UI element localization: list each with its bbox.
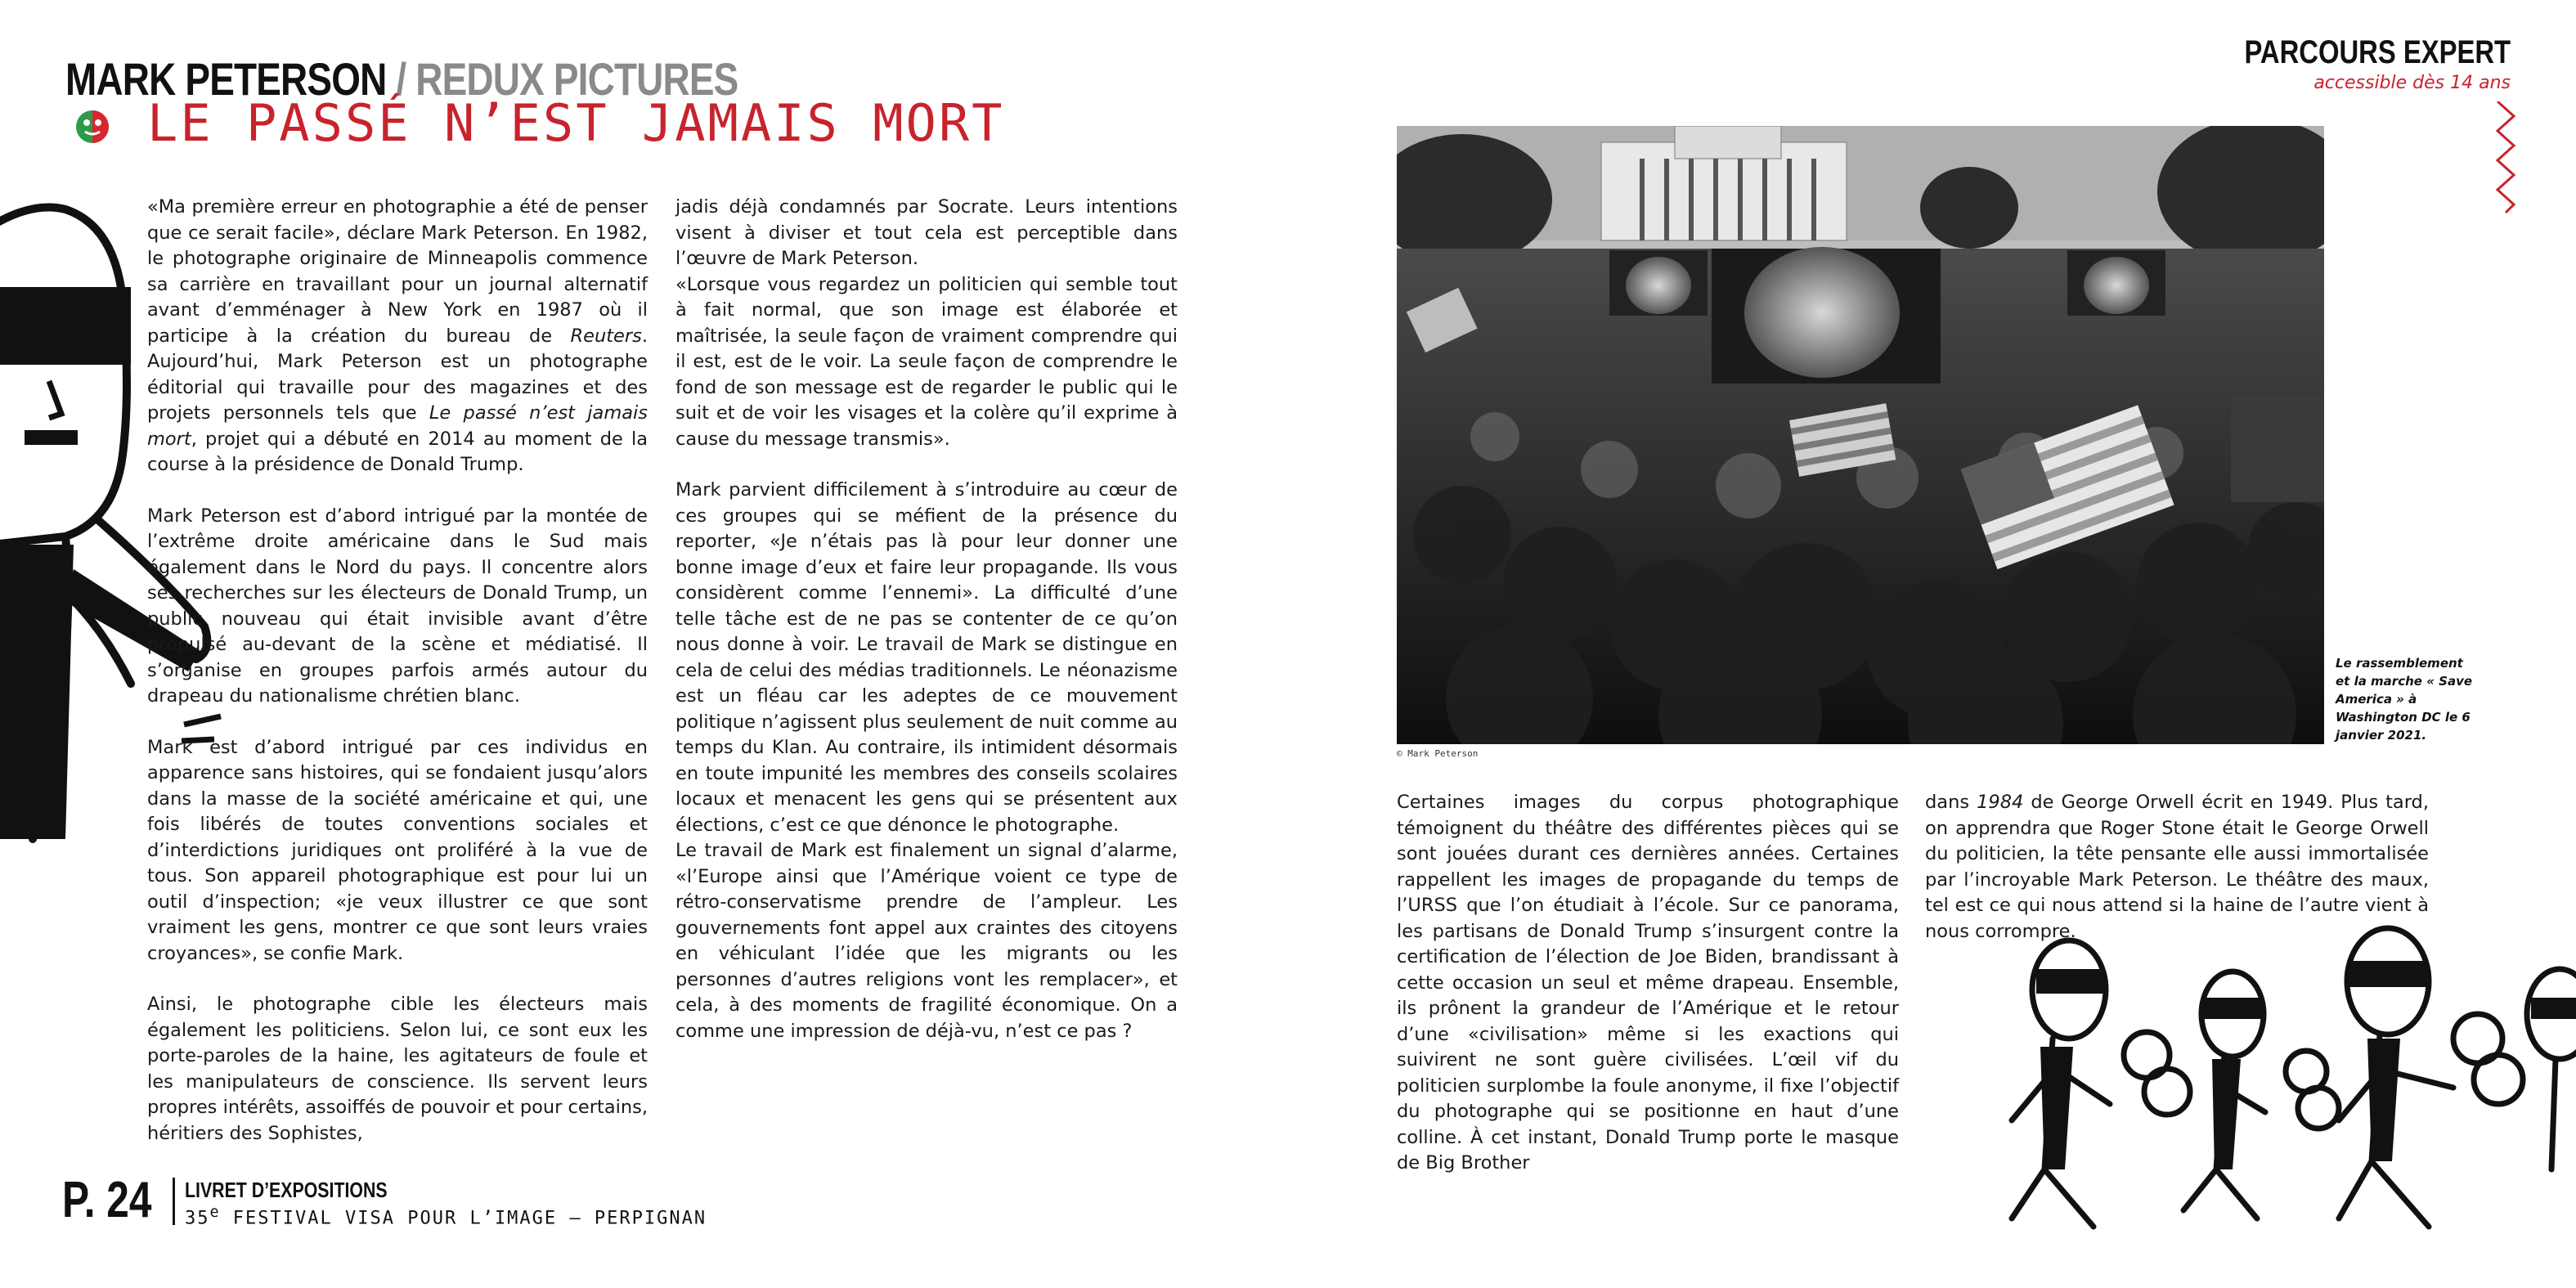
paragraph: jadis déjà condamnés par Socrate. Leurs intentions visent à diviser et tout cela est perceptible dans l’œuvre de Mark Peterson. bbox=[675, 196, 1178, 269]
paragraph: Certaines images du corpus photographique témoignent du théâtre des différentes pièces qui se sont jouées durant ces dernières années. Certaines rappellent les images de propagande du temps de l’URSS que l’on étudiait à l’école. Sur ce panorama, les partisans de Donald Trump s’insurgent contre la certification de l’élection de Joe Biden, brandissant à cette occasion un seul et même drapeau. Ensemble, ils prônent la grandeur de l’Amérique et le retour d’une «civilisation» même si les exactions qui suivirent ne sont guère civilisées. L’œil vif du politicien surplombe la foule anonyme, il fixe l’objectif du photographe qui se positionne en haut d’une colline. À cet instant, Donald Trump porte le masque de Big Brother bbox=[1397, 792, 1899, 1174]
footer-divider bbox=[173, 1178, 175, 1225]
text-run-italic: Le passé n’est jamais mort bbox=[147, 402, 648, 450]
text-run: , projet qui a débuté en 2014 au moment de la course à la présidence de Donald Trump. bbox=[147, 428, 648, 475]
accessibility-badge-icon bbox=[75, 110, 110, 144]
text-run: e bbox=[209, 1204, 221, 1221]
text-column-2 bbox=[675, 195, 1178, 1044]
paragraph: «Lorsque vous regardez un politicien qui semble tout à fait normal, que son image est élaborée et maîtrisée, la seule façon de vraiment comprendre qui il est, est de le voir. La seule façon de comprendre le fond de son message est de regarder le public qui le suit et de voir les visages et la colère qu’il exprime à cause du message transmis». bbox=[675, 273, 1178, 450]
left-page bbox=[0, 0, 1286, 1288]
footer-booklet-title: LIVRET D’EXPOSITIONS bbox=[185, 1178, 388, 1202]
paragraph: Mark est d’abord intrigué par ces individus en apparence sans histoires, qui se fondaient jusqu’alors dans la masse de la société américaine et qui, une fois libérés de toutes conventions sociales et d’interdictions juridiques ont proliféré à la vue de tous. Son appareil photographique est pour lui un outil d’inspection; «je veux illustrer ce que sont vraiment les gens, montrer ce que sont leurs vraies croyances», se confie Mark. bbox=[147, 736, 648, 964]
paragraph: Le travail de Mark est finalement un signal d’alarme, «l’Europe ainsi que l’Amérique voient ce type de rétro-conservatisme prendre de l’ampleur. Les gouvernements font appel aux craintes des citoyens en véhiculant l’idée que les migrants ou les personnes d’autres religions vont les remplacer», et cela, à des moments de fragilité économique. On a comme une impression de déjà-vu, n’est ce pas ? bbox=[675, 840, 1178, 1042]
text-column-4 bbox=[1925, 790, 2429, 945]
author-name: MARK PETERSON bbox=[65, 53, 387, 105]
footer-festival-name bbox=[185, 1204, 707, 1228]
text-run: . Aujourd’hui, Mark Peterson est un photographe éditorial qui travaille pour des magazines et des projets personnels tels que bbox=[147, 325, 648, 424]
photo-credit: © Mark Peterson bbox=[1397, 748, 1479, 759]
paragraph: Ainsi, le photographe cible les électeurs mais également les politiciens. Selon lui, ce sont eux les porte-paroles de la haine, les agitateurs de foule et les manipulateurs de conscience. Ils servent leurs propres intérêts, assoiffés de pouvoir et pour certains, héritiers des Sophistes, bbox=[147, 994, 648, 1144]
clockwork-figures-illustration bbox=[1995, 924, 2576, 1288]
text-column-1 bbox=[147, 195, 648, 1147]
paragraph bbox=[1925, 790, 2429, 945]
paragraph bbox=[147, 195, 648, 478]
title-separator: / bbox=[396, 53, 406, 105]
text-run-italic: Reuters bbox=[570, 325, 642, 347]
article-subtitle: LE PASSÉ N’EST JAMAIS MORT bbox=[147, 93, 1005, 153]
parcours-label bbox=[2186, 34, 2511, 93]
text-run: «Ma première erreur en photographie a été de penser que ce serait facile», déclare Mark Peterson. En 1982, le photographe originaire de Minneapolis commence sa carrière en travaillant pour un journal alternatif avant d’emménager à New York en 1987 où il participe à la création du bureau de bbox=[147, 196, 648, 347]
page-number: P. 24 bbox=[62, 1172, 152, 1228]
rally-photograph bbox=[1397, 126, 2324, 744]
text-run: de George Orwell écrit en 1949. Plus tard, on apprendra que Roger Stone était le George Orwell du politicien, la tête pensante elle aussi immortalisée par l’incroyable Mark Peterson. Le théâtre des maux, tel est ce qui nous attend si la haine de l’autre vient à nous corrompre. bbox=[1925, 792, 2429, 942]
agency-name: REDUX PICTURES bbox=[415, 53, 738, 105]
text-run: FESTIVAL VISA POUR L’IMAGE – PERPIGNAN bbox=[220, 1208, 707, 1229]
zigzag-decoration-icon bbox=[2494, 101, 2519, 216]
paragraph: Mark parvient difficilement à s’introduire au cœur de ces groupes qui se méfient de la présence du reporter, «Je n’étais pas là pour leur donner une bonne image d’eux et faire leur propagande. Ils vous considèrent comme l’ennemi». La difficulté d’une telle tâche est de ne pas se contenter de ce qu’on nous donne à voir. Le travail de Mark se distingue en cela de celui des médias traditionnels. Le néonazisme est un fléau car les adeptes de ce mouvement politique n’agissent plus seulement de nuit comme au temps du Klan. Au contraire, ils intimident désormais en toute impunité les membres des conseils scolaires locaux et menacent les gens qui se présentent aux élections, c’est ce que dénonce le photographe. bbox=[675, 479, 1178, 836]
text-run: dans bbox=[1925, 792, 1977, 813]
photo-caption: Le rassemblement et la marche « Save America » à Washington DC le 6 janvier 2021. bbox=[2336, 656, 2473, 743]
parcours-title: PARCOURS EXPERT bbox=[2244, 34, 2511, 70]
parcours-subtitle: accessible dès 14 ans bbox=[2313, 73, 2511, 93]
paragraph: Mark Peterson est d’abord intrigué par la montée de l’extrême droite américaine dans le Sud mais également dans le Nord du pays. Il concentre alors ses recherches sur les électeurs de Donald Trump, un public nouveau qui était invisible avant d’être propulsé au-devant de la scène et médiatisé. Il s’organise en groupes parfois armés autour du drapeau du nationalisme chrétien blanc. bbox=[147, 505, 648, 707]
text-run: 35 bbox=[185, 1208, 210, 1229]
text-run-italic: 1984 bbox=[1977, 792, 2024, 813]
text-column-3 bbox=[1397, 790, 1899, 1177]
